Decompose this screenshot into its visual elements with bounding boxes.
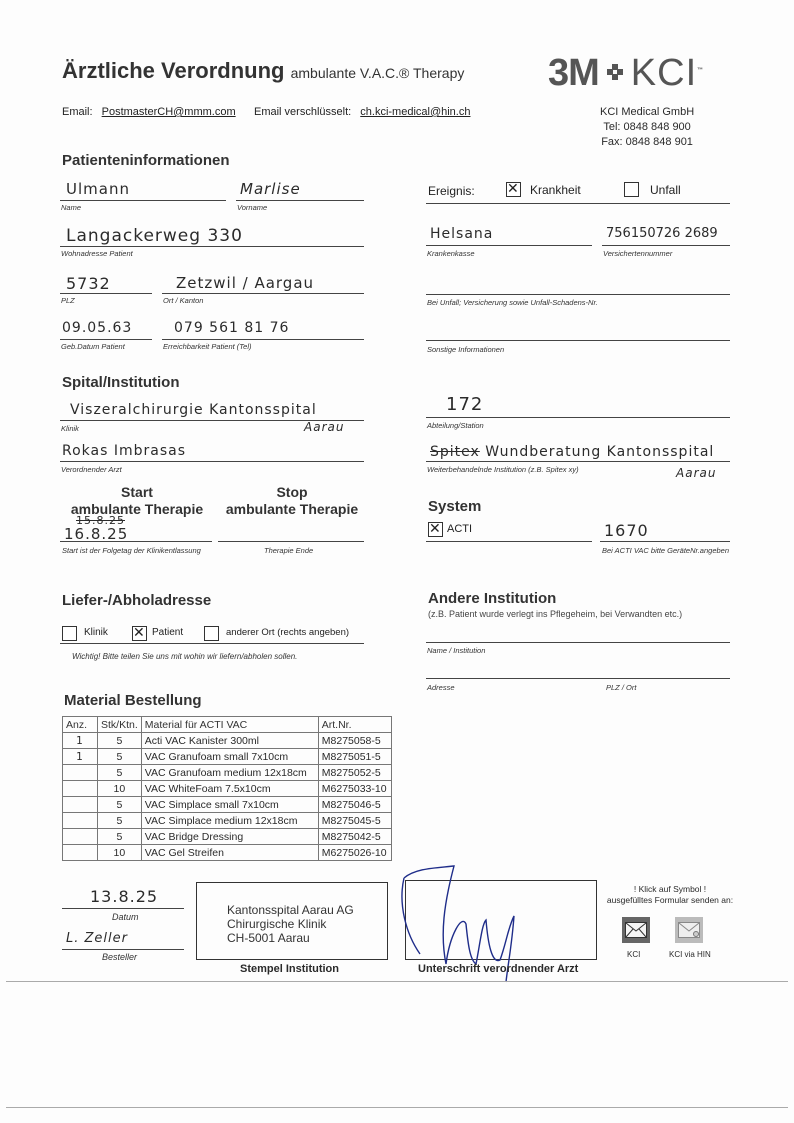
unfall-versicherung-label: Bei Unfall; Versicherung sowie Unfall-Schadens-Nr. (427, 298, 598, 307)
stop-title-line1: Stop (276, 484, 308, 500)
arzt-label: Verordnender Arzt (61, 465, 122, 474)
col-header-stk: Stk/Ktn. (98, 717, 142, 733)
abteilung-label: Abteilung/Station (427, 421, 484, 430)
krankenkasse-label: Krankenkasse (427, 249, 475, 258)
date-line (62, 908, 184, 909)
material-name-cell: VAC Granufoam small 7x10cm (141, 749, 318, 765)
footer-divider (6, 981, 788, 982)
stop-title-line2: ambulante Therapie (225, 501, 359, 517)
material-row (63, 829, 392, 845)
material-anz-cell[interactable] (63, 845, 98, 861)
versichertennummer-line (602, 245, 730, 246)
material-anz-cell[interactable] (63, 813, 98, 829)
start-value[interactable]: 16.8.25 (64, 525, 129, 543)
material-stk-cell: 10 (98, 845, 142, 861)
klinik-line (60, 420, 364, 421)
ereignis-line (426, 203, 730, 204)
start-title-line1: Start (121, 484, 153, 500)
stamp-label: Stempel Institution (240, 963, 339, 975)
encrypted-email-link[interactable]: ch.kci-medical@hin.ch (360, 106, 471, 118)
name-line (60, 200, 226, 201)
device-number-value[interactable]: 1670 (604, 521, 649, 540)
send-kci-button[interactable] (622, 917, 650, 943)
vorname-line (236, 200, 364, 201)
form-title-main: Ärztliche Verordnung (62, 58, 285, 83)
company-info (600, 105, 694, 150)
date-label: Datum (112, 912, 139, 922)
weiterbehandelnde-value[interactable] (430, 444, 714, 460)
form-subtitle: ambulante V.A.C.® Therapy (290, 65, 465, 81)
weiterbehandelnde-value-line2: Aarau (676, 466, 717, 480)
company-tel: Tel: 0848 848 900 (603, 121, 691, 133)
form-title (62, 58, 464, 84)
material-stk-cell: 10 (98, 781, 142, 797)
send-kci-label: KCI (627, 950, 641, 959)
material-stk-cell: 5 (98, 813, 142, 829)
birthdate-value[interactable]: 09.05.63 (62, 320, 133, 336)
material-stk-cell: 5 (98, 733, 142, 749)
material-row (63, 765, 392, 781)
plz-line (60, 293, 152, 294)
krankenkasse-line (426, 245, 592, 246)
other-name-line[interactable] (426, 642, 730, 643)
material-anz-cell[interactable]: 1 (63, 733, 98, 749)
versichertennummer-label: Versichertennummer (603, 249, 673, 258)
section-title-material: Material Bestellung (64, 692, 202, 709)
besteller-value[interactable]: L. Zeller (66, 931, 128, 946)
company-name: KCI Medical GmbH (600, 106, 695, 118)
ereignis-label: Ereignis: (428, 184, 475, 198)
address-label: Wohnadresse Patient (61, 249, 133, 258)
vorname-value[interactable]: Marlise (240, 180, 301, 198)
material-name-cell: VAC Simplace small 7x10cm (141, 797, 318, 813)
material-row (63, 845, 392, 861)
besteller-label: Besteller (102, 952, 138, 962)
trademark: ™ (697, 67, 703, 74)
stamp-line-1: Kantonsspital Aarau AG (227, 903, 354, 917)
material-table (62, 716, 392, 861)
klinik-value-line2: Aarau (304, 420, 345, 434)
ort-line (162, 293, 364, 294)
krankenkasse-value[interactable]: Helsana (430, 226, 494, 242)
material-row (63, 813, 392, 829)
date-value[interactable]: 13.8.25 (90, 887, 159, 906)
send-hin-button[interactable] (675, 917, 703, 943)
material-anz-cell[interactable] (63, 765, 98, 781)
col-header-artnr: Art.Nr. (318, 717, 391, 733)
send-hin-label: KCI via HIN (669, 950, 711, 959)
send-instructions (600, 884, 740, 906)
klinik-value[interactable]: Viszeralchirurgie Kantonsspital (70, 402, 317, 418)
klinik-delivery-label: Klinik (84, 627, 108, 638)
material-row (63, 749, 392, 765)
envelope-icon (625, 922, 647, 938)
besteller-line (62, 949, 184, 950)
section-title-other-institution: Andere Institution (428, 590, 557, 607)
plz-label: PLZ (61, 296, 75, 305)
company-fax: Fax: 0848 848 901 (601, 136, 693, 148)
weiterbehandelnde-text: Wundberatung Kantonsspital (485, 444, 715, 460)
envelope-key-icon (678, 922, 700, 938)
material-stk-cell: 5 (98, 765, 142, 781)
material-anz-cell[interactable] (63, 829, 98, 845)
section-title-institution: Spital/Institution (62, 374, 180, 391)
material-artnr-cell: M8275046-5 (318, 797, 391, 813)
material-artnr-cell: M6275026-10 (318, 845, 391, 861)
address-value[interactable]: Langackerweg 330 (66, 226, 243, 246)
email-label: Email: (62, 106, 93, 118)
email-link[interactable]: PostmasterCH@mmm.com (101, 106, 236, 118)
stamp-text (227, 903, 354, 945)
stamp-line-3: CH-5001 Aarau (227, 931, 310, 945)
sonstige-label: Sonstige Informationen (427, 345, 505, 354)
other-institution-subtitle: (z.B. Patient wurde verlegt ins Pflegeheim, bei Verwandten etc.) (428, 609, 683, 619)
krankheit-checkbox[interactable] (506, 182, 521, 197)
weiterbehandelnde-struck: Spitex (430, 444, 480, 460)
logo-3m: 3M (548, 52, 599, 94)
plz-value[interactable]: 5732 (66, 274, 111, 293)
arzt-value[interactable]: Rokas Imbrasas (62, 443, 187, 459)
material-artnr-cell: M8275051-5 (318, 749, 391, 765)
material-name-cell: Acti VAC Kanister 300ml (141, 733, 318, 749)
anderer-ort-label: anderer Ort (rechts angeben) (226, 627, 350, 638)
material-row (63, 797, 392, 813)
encrypted-email-row (254, 106, 470, 118)
material-name-cell: VAC Bridge Dressing (141, 829, 318, 845)
stop-line[interactable] (218, 541, 364, 542)
plus-icon (607, 64, 623, 80)
birthdate-line (60, 339, 152, 340)
weiterbehandelnde-line (426, 461, 730, 462)
arzt-line (60, 461, 364, 462)
email-row (62, 106, 236, 118)
start-caption: Start ist der Folgetag der Klinikentlassung (62, 546, 201, 555)
ort-value[interactable]: Zetzwil / Aargau (176, 274, 315, 292)
phone-label: Erreichbarkeit Patient (Tel) (163, 342, 252, 351)
section-title-delivery: Liefer-/Abholadresse (62, 592, 212, 609)
delivery-line (60, 643, 364, 644)
material-artnr-cell: M8275042-5 (318, 829, 391, 845)
device-number-caption: Bei ACTI VAC bitte GeräteNr.angeben (602, 546, 730, 555)
material-row (63, 781, 392, 797)
krankheit-label: Krankheit (530, 183, 581, 197)
bottom-divider (6, 1107, 788, 1108)
logo-3m-kci (548, 52, 702, 95)
acti-label: ACTI (447, 523, 473, 535)
patient-checkbox[interactable] (132, 626, 147, 641)
delivery-note: Wichtig! Bitte teilen Sie uns mit wohin wir liefern/abholen sollen. (72, 652, 298, 661)
birthdate-label: Geb.Datum Patient (61, 342, 125, 351)
stamp-line-2: Chirurgische Klinik (227, 917, 327, 931)
sonstige-line[interactable] (426, 340, 730, 341)
name-value[interactable]: Ulmann (66, 180, 130, 198)
address-line (60, 246, 364, 247)
unfall-checkbox[interactable] (624, 182, 639, 197)
send-line-1: ! Klick auf Symbol ! (633, 884, 707, 894)
klinik-label: Klinik (61, 424, 79, 433)
col-header-material: Material für ACTI VAC (141, 717, 318, 733)
section-title-system: System (428, 498, 482, 515)
start-line (60, 541, 212, 542)
material-name-cell: VAC Simplace medium 12x18cm (141, 813, 318, 829)
logo-kci: KCI (630, 52, 698, 94)
ort-label: Ort / Kanton (163, 296, 204, 305)
material-stk-cell: 5 (98, 749, 142, 765)
material-artnr-cell: M8275045-5 (318, 813, 391, 829)
material-stk-cell: 5 (98, 797, 142, 813)
start-title (62, 484, 212, 518)
material-name-cell: VAC WhiteFoam 7.5x10cm (141, 781, 318, 797)
material-header-row (63, 717, 392, 733)
material-anz-cell[interactable]: 1 (63, 749, 98, 765)
stop-caption: Therapie Ende (264, 546, 314, 555)
abteilung-line (426, 417, 730, 418)
other-address-line[interactable] (426, 678, 730, 679)
phone-value[interactable]: 079 561 81 76 (174, 320, 290, 336)
material-name-cell: VAC Gel Streifen (141, 845, 318, 861)
weiterbehandelnde-label: Weiterbehandelnde Institution (z.B. Spitex xy) (427, 465, 579, 474)
phone-line (162, 339, 364, 340)
abteilung-value[interactable]: 172 (446, 394, 484, 415)
name-label: Name (61, 203, 82, 212)
patient-delivery-label: Patient (152, 627, 184, 638)
material-name-cell: VAC Granufoam medium 12x18cm (141, 765, 318, 781)
col-header-anz: Anz. (63, 717, 98, 733)
material-artnr-cell: M8275052-5 (318, 765, 391, 781)
material-artnr-cell: M8275058-5 (318, 733, 391, 749)
stop-title (220, 484, 364, 518)
material-stk-cell: 5 (98, 829, 142, 845)
start-title-line2: ambulante Therapie (70, 501, 204, 517)
unfall-versicherung-line[interactable] (426, 294, 730, 295)
acti-checkbox[interactable] (428, 522, 443, 537)
other-address-label: Adresse (427, 683, 455, 692)
vorname-label: Vorname (237, 203, 268, 212)
material-anz-cell[interactable] (63, 797, 98, 813)
stamp-box (196, 882, 388, 960)
signature-label: Unterschrift verordnender Arzt (418, 963, 579, 975)
material-row (63, 733, 392, 749)
other-plz-label: PLZ / Ort (606, 683, 637, 692)
material-artnr-cell: M6275033-10 (318, 781, 391, 797)
encrypted-email-label: Email verschlüsselt: (254, 106, 352, 118)
unfall-label: Unfall (650, 183, 681, 197)
send-line-2: ausgefülltes Formular senden an: (606, 895, 734, 905)
anderer-ort-checkbox[interactable] (204, 626, 219, 641)
material-anz-cell[interactable] (63, 781, 98, 797)
system-line (426, 541, 592, 542)
versichertennummer-value[interactable]: 756150726 2689 (606, 226, 718, 241)
klinik-checkbox[interactable] (62, 626, 77, 641)
other-name-label: Name / Institution (427, 646, 486, 655)
section-title-patient: Patienteninformationen (62, 152, 230, 169)
device-number-line (600, 541, 730, 542)
start-value-struck: 15.8.25 (76, 514, 125, 527)
